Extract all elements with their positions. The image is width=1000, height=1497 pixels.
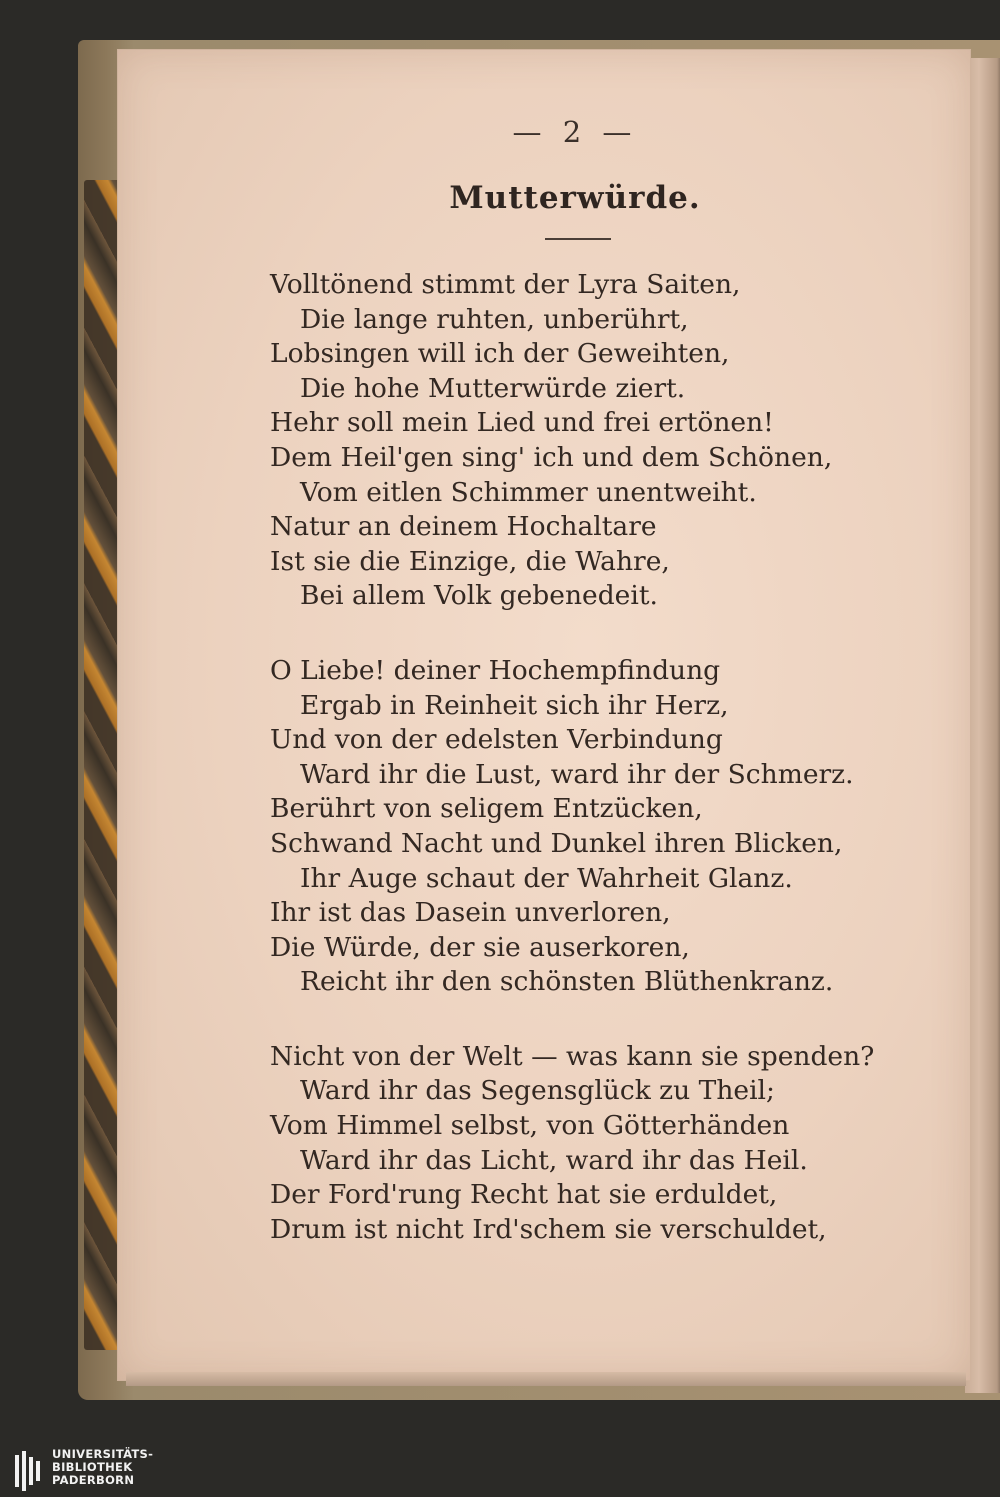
poem-line: Nicht von der Welt — was kann sie spenden? bbox=[270, 1040, 875, 1072]
stanza-gap bbox=[270, 614, 870, 654]
poem-line: Die Würde, der sie auserkoren, bbox=[270, 931, 690, 963]
poem-stanza bbox=[270, 268, 870, 614]
poem-line: Natur an deinem Hochaltare bbox=[270, 511, 657, 543]
poem-line: Drum ist nicht Ird'schem sie verschuldet, bbox=[270, 1213, 827, 1245]
page-number: — 2 — bbox=[512, 115, 638, 149]
title-rule bbox=[545, 238, 611, 240]
logo-line-3: PADERBORN bbox=[52, 1473, 135, 1487]
poem-line: Vom eitlen Schimmer unentweiht. bbox=[300, 476, 757, 508]
poem-line: Ist sie die Einzige, die Wahre, bbox=[270, 545, 670, 577]
poem-line: Der Ford'rung Recht hat sie erduldet, bbox=[270, 1179, 778, 1211]
page-fold bbox=[965, 58, 1000, 1393]
poem-line: Und von der edelsten Verbindung bbox=[270, 724, 723, 756]
page-edge bbox=[126, 1372, 966, 1386]
poem-line: Reicht ihr den schönsten Blüthenkranz. bbox=[300, 966, 834, 998]
poem-line: Ward ihr das Segensglück zu Theil; bbox=[300, 1075, 775, 1107]
poem-line: Ward ihr die Lust, ward ihr der Schmerz. bbox=[300, 758, 854, 790]
library-logo-icon bbox=[14, 1451, 44, 1491]
poem-line: Ergab in Reinheit sich ihr Herz, bbox=[300, 689, 729, 721]
poem-line: Ihr ist das Dasein unverloren, bbox=[270, 897, 671, 929]
poem-body bbox=[270, 268, 875, 1247]
poem-line: Bei allem Volk gebenedeit. bbox=[300, 580, 658, 612]
library-logo-text bbox=[52, 1448, 153, 1487]
stanza-gap bbox=[270, 1000, 870, 1040]
poem-line: Volltönend stimmt der Lyra Saiten, bbox=[270, 269, 741, 300]
poem-line: Berührt von seligem Entzücken, bbox=[270, 793, 703, 825]
poem-line: O Liebe! deiner Hochempfindung bbox=[270, 654, 721, 686]
poem-title: Mutterwürde. bbox=[449, 180, 701, 216]
poem-stanza bbox=[270, 1040, 875, 1248]
poem-line: Dem Heil'gen sing' ich und dem Schönen, bbox=[270, 441, 833, 473]
poem-stanza bbox=[270, 654, 870, 1000]
poem-line: Die lange ruhten, unberührt, bbox=[300, 303, 689, 335]
poem-line: Die hohe Mutterwürde ziert. bbox=[300, 372, 686, 404]
logo-line-2: BIBLIOTHEK bbox=[52, 1460, 133, 1474]
logo-line-1: UNIVERSITÄTS- bbox=[52, 1447, 154, 1461]
poem-line: Schwand Nacht und Dunkel ihren Blicken, bbox=[270, 827, 843, 859]
poem-line: Ihr Auge schaut der Wahrheit Glanz. bbox=[300, 862, 793, 894]
poem-line: Ward ihr das Licht, ward ihr das Heil. bbox=[300, 1144, 808, 1176]
poem-line: Lobsingen will ich der Geweihten, bbox=[270, 338, 730, 370]
poem-line: Vom Himmel selbst, von Götterhänden bbox=[270, 1110, 790, 1142]
poem-line: Hehr soll mein Lied und frei ertönen! bbox=[270, 407, 774, 439]
